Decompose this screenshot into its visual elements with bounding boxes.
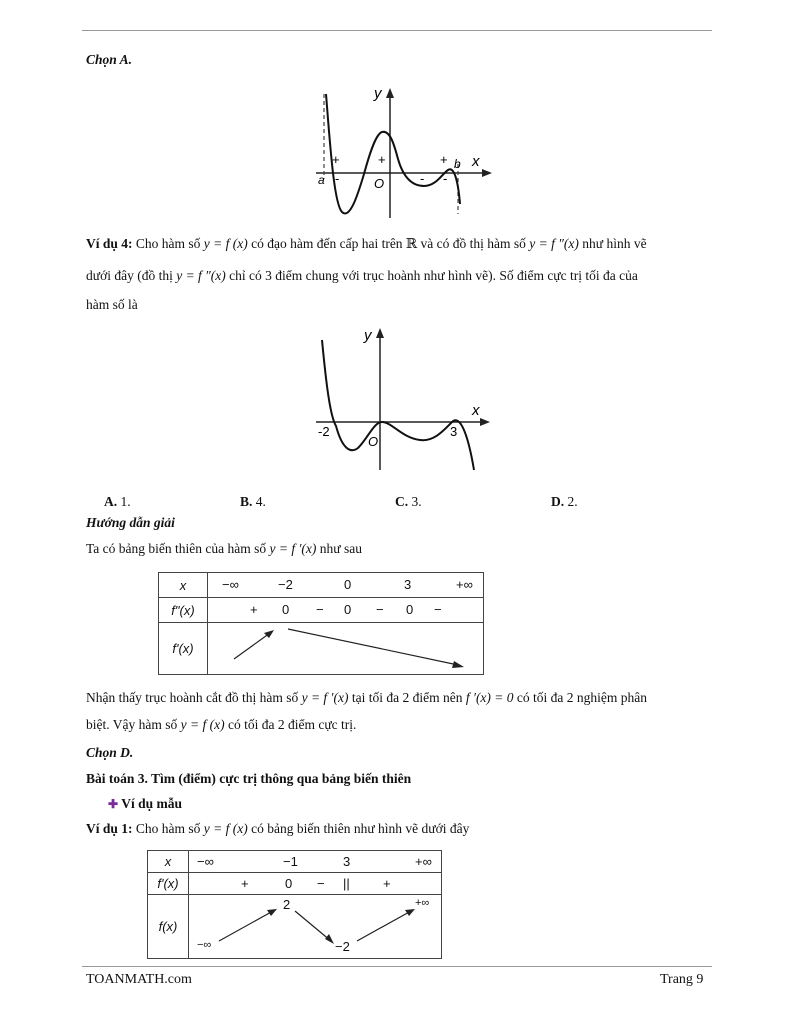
arrow-up (234, 633, 270, 659)
variation-table-2 (147, 850, 442, 959)
graph-f-prime (310, 84, 500, 224)
table2-row2 (189, 873, 442, 895)
choice-b: B. 4. (240, 494, 266, 509)
table1-x-value: −2 (278, 577, 293, 592)
choice-d-answer: Chọn D. (86, 745, 134, 760)
vidu4-line3: hàm số là (86, 297, 138, 312)
table2-f-value: +∞ (415, 897, 430, 909)
para2: biệt. Vậy hàm số y = f (x) có tối đa 2 điểm cực trị. (86, 717, 357, 732)
table2-x-value: −∞ (197, 854, 214, 869)
graph1-sign: + (378, 152, 386, 167)
vidu4-line2: dưới đây (đồ thị y = f ″(x) chỉ có 3 điểm chung với trục hoành như hình vẽ). Số điểm cực trị tối đa của (86, 268, 638, 283)
graph1-x-label: x (472, 153, 480, 170)
graph-f-double-prime (310, 322, 500, 474)
graph1-sign: - (443, 171, 448, 186)
table2-row2-label: f'(x) (148, 873, 189, 895)
table2-x-row (189, 851, 442, 873)
table2-sign: + (241, 876, 249, 891)
graph1-b-label: b (454, 157, 461, 171)
guide-text: Ta có bảng biến thiên của hàm số y = f ′(x) như sau (86, 541, 362, 556)
graph2-o-label: O (368, 434, 379, 449)
choice-a: A. 1. (104, 494, 131, 509)
table1-sign: 0 (282, 602, 290, 617)
table1-row3-label: f'(x) (159, 623, 208, 675)
table1-sign: − (434, 602, 442, 617)
table2-x-value: +∞ (415, 854, 432, 869)
footer-site: TOANMATH.com (86, 972, 192, 987)
graph2-neg2-label: -2 (318, 424, 330, 439)
table1-x-row (208, 573, 484, 598)
table1-x-value: 0 (344, 577, 352, 592)
table2-x-value: −1 (283, 854, 298, 869)
arrow-down (288, 629, 458, 665)
table2-f-value: 2 (283, 897, 291, 912)
table1-x-label: x (159, 573, 208, 598)
example-heading: ✚ Ví dụ mẫu (108, 796, 182, 811)
table1-row3 (208, 623, 484, 675)
guide-title: Hướng dẫn giải (86, 515, 175, 530)
section-title: Bài toán 3. Tìm (điểm) cực trị thông qua bảng biến thiên (86, 771, 412, 786)
table2-f-value: −∞ (197, 939, 212, 951)
choice-d: D. 2. (551, 494, 578, 509)
graph1-y-label: y (374, 85, 382, 102)
graph1-a-label: a (318, 173, 325, 187)
table1-row2 (208, 598, 484, 623)
graph1-sign: + (332, 152, 340, 167)
choice-c: C. 3. (395, 494, 422, 509)
vidu4-line1: Ví dụ 4: Cho hàm số y = f (x) có đạo hàm đến cấp hai trên ℝ và có đồ thị hàm số y = f ″(x) như hình vẽ (86, 236, 647, 251)
graph2-y-label: y (364, 327, 372, 344)
table2-sign: || (343, 876, 350, 891)
table2-sign: − (317, 876, 325, 891)
table1-row2-label: f"(x) (159, 598, 208, 623)
footer-page: Trang 9 (660, 972, 704, 987)
graph1-sign: - (335, 171, 340, 186)
table1-sign: − (316, 602, 324, 617)
table2-sign: + (383, 876, 391, 891)
table1-sign: 0 (406, 602, 414, 617)
bullet-icon: ✚ (108, 797, 119, 811)
table1-sign: 0 (344, 602, 352, 617)
vidu1: Ví dụ 1: Cho hàm số y = f (x) có bảng biến thiên như hình vẽ dưới đây (86, 821, 470, 836)
table2-row3-label: f(x) (148, 895, 189, 959)
graph1-sign: + (440, 152, 448, 167)
header-rule (82, 30, 712, 31)
para1: Nhận thấy trục hoành cắt đồ thị hàm số y = f ′(x) tại tối đa 2 điểm nên f ′(x) = 0 có tối đa 2 nghiệm phân (86, 690, 648, 705)
table1-sign: − (376, 602, 384, 617)
table2-f-value: −2 (335, 939, 350, 954)
footer-rule (82, 966, 712, 967)
table1-x-value: +∞ (456, 577, 473, 592)
graph1-sign: - (420, 171, 425, 186)
table2-x-label: x (148, 851, 189, 873)
table2-x-value: 3 (343, 854, 351, 869)
variation-table-1 (158, 572, 484, 675)
top-choice: Chọn A. (86, 52, 133, 67)
graph2-x-label: x (472, 402, 480, 419)
table1-x-value: 3 (404, 577, 412, 592)
table1-sign: + (250, 602, 258, 617)
table2-row3 (189, 895, 442, 959)
table1-x-value: −∞ (222, 577, 239, 592)
graph1-o-label: O (374, 176, 385, 191)
table2-sign: 0 (285, 876, 293, 891)
graph2-three-label: 3 (450, 424, 458, 439)
